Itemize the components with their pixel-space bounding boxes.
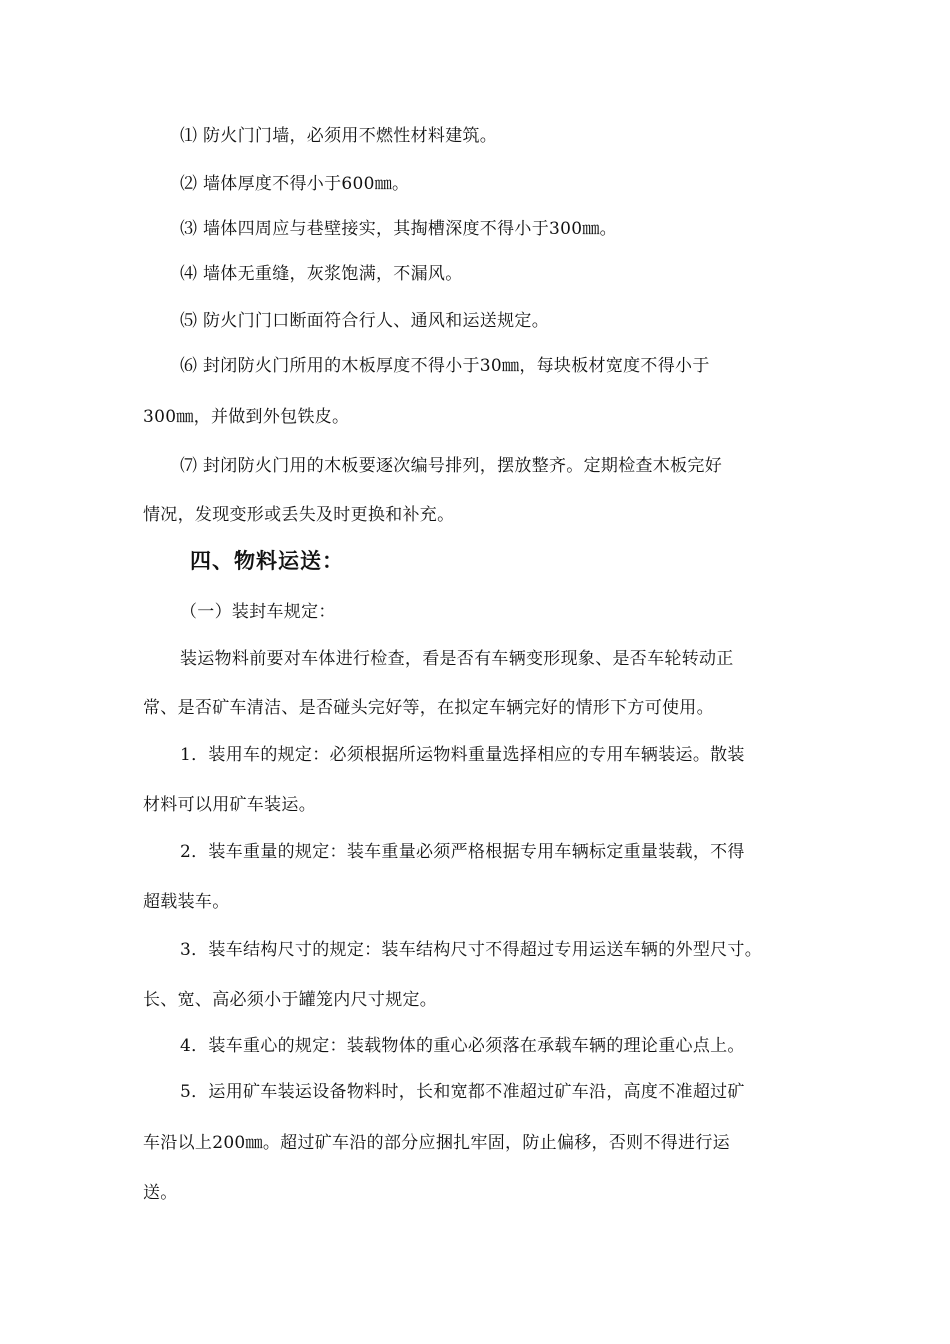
intro-line-1: 装运物料前要对车体进行检查，看是否有车辆变形现象、是否车轮转动正: [180, 649, 734, 669]
rule-3-line-1: 3．装车结构尺寸的规定：装车结构尺寸不得超过专用运送车辆的外型尺寸。: [180, 940, 763, 960]
intro-line-2: 常、是否矿车清洁、是否碰头完好等，在拟定车辆完好的情形下方可使用。: [143, 698, 714, 718]
rule-1-line-2: 材料可以用矿车装运。: [143, 795, 316, 815]
rule-5-line-2: 车沿以上200㎜。超过矿车沿的部分应捆扎牢固，防止偏移，否则不得进行运: [143, 1133, 730, 1153]
item-2: ⑵ 墙体厚度不得小于600㎜。: [180, 174, 410, 194]
rule-2-line-1: 2．装车重量的规定：装车重量必须严格根据专用车辆标定重量装载，不得: [180, 842, 745, 862]
item-4: ⑷ 墙体无重缝，灰浆饱满，不漏风。: [180, 264, 463, 284]
item-6-line-2: 300㎜，并做到外包铁皮。: [143, 407, 350, 427]
rule-5-line-3: 送。: [143, 1183, 178, 1203]
rule-4-line-1: 4．装车重心的规定：装载物体的重心必须落在承载车辆的理论重心点上。: [180, 1036, 745, 1056]
item-3: ⑶ 墙体四周应与巷壁接实，其掏槽深度不得小于300㎜。: [180, 219, 617, 239]
rule-5-line-1: 5．运用矿车装运设备物料时，长和宽都不准超过矿车沿，高度不准超过矿: [180, 1082, 745, 1102]
rule-1-line-1: 1．装用车的规定：必须根据所运物料重量选择相应的专用车辆装运。散装: [180, 745, 745, 765]
rule-3-line-2: 长、宽、高必须小于罐笼内尺寸规定。: [143, 990, 438, 1010]
subsection-title: （一）装封车规定：: [180, 602, 336, 622]
item-1: ⑴ 防火门门墙，必须用不燃性材料建筑。: [180, 126, 498, 146]
item-6-line-1: ⑹ 封闭防火门所用的木板厚度不得小于30㎜，每块板材宽度不得小于: [180, 356, 710, 376]
item-5: ⑸ 防火门门口断面符合行人、通风和运送规定。: [180, 311, 550, 331]
section-heading: 四、物料运送：: [190, 549, 344, 573]
rule-2-line-2: 超载装车。: [143, 892, 230, 912]
item-7-line-1: ⑺ 封闭防火门用的木板要逐次编号排列，摆放整齐。定期检查木板完好: [180, 456, 723, 476]
item-7-line-2: 情况，发现变形或丢失及时更换和补充。: [143, 505, 455, 525]
